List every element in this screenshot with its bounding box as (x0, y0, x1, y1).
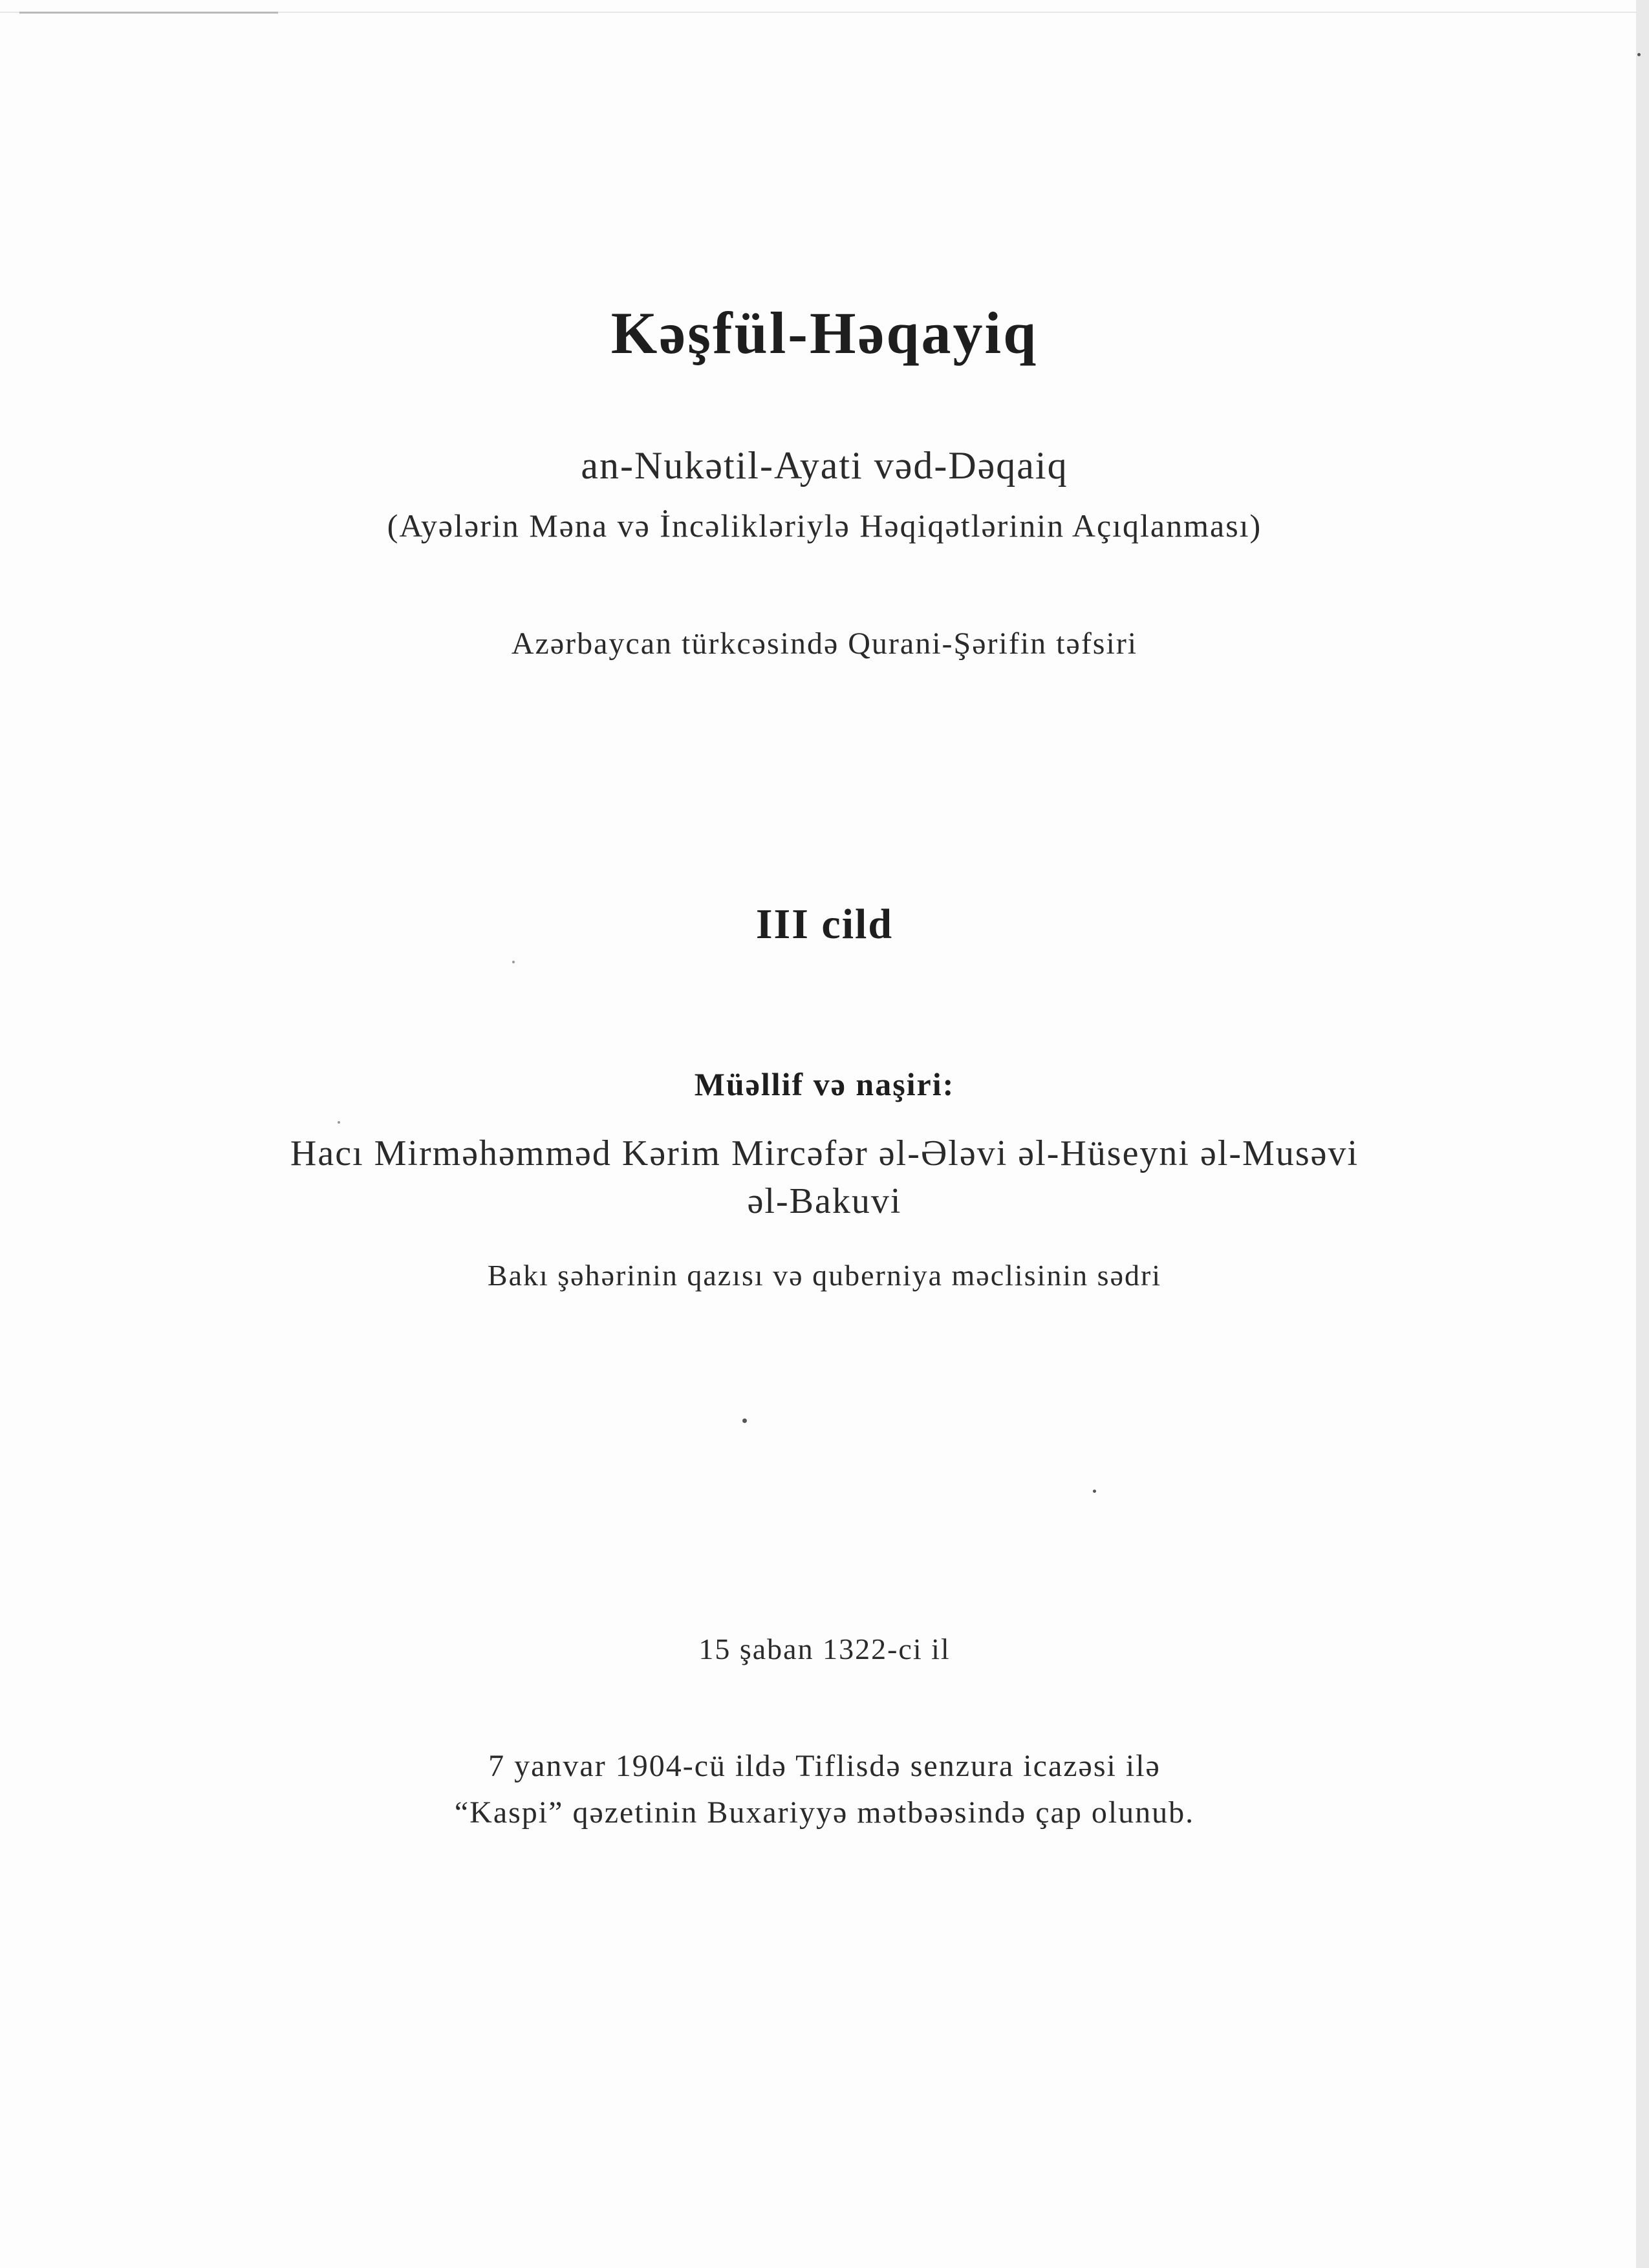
scan-speck (512, 961, 515, 963)
hijri-date: 15 şaban 1322-ci il (698, 1632, 951, 1665)
print-info-line-1: 7 yanvar 1904-cü ildə Tiflisdə senzura icazəsi ilə (488, 1749, 1161, 1783)
print-info-line-2: “Kaspi” qəzetinin Buxariyyə mətbəəsində çap olunub. (454, 1795, 1195, 1830)
author-name: Hacı Mirməhəmməd Kərim Mircəfər əl-Ələvi əl-Hüseyni əl-Musəvi (290, 1133, 1359, 1173)
book-description: Azərbaycan türkcəsində Qurani-Şərifin təfsiri (511, 626, 1138, 661)
volume-number: III cild (755, 901, 894, 948)
author-name-continued: əl-Bakuvi (747, 1181, 902, 1221)
scan-speck (1093, 1490, 1096, 1493)
scan-top-edge-shadow (19, 12, 278, 14)
author-label: Müəllif və naşiri: (694, 1066, 955, 1102)
author-role: Bakı şəhərinin qazısı və quberniya məclisinin sədri (487, 1259, 1162, 1292)
subtitle-translation: (Ayələrin Məna və İncəlikləriylə Həqiqətlərinin Açıqlanması) (387, 508, 1262, 544)
book-subtitle: an-Nukətil-Ayati vəd-Dəqaiq (581, 444, 1068, 487)
book-title: Kəşfül-Həqayiq (610, 300, 1039, 366)
scan-speck (1637, 53, 1641, 56)
scan-speck (338, 1121, 340, 1124)
scan-speck (742, 1418, 747, 1423)
